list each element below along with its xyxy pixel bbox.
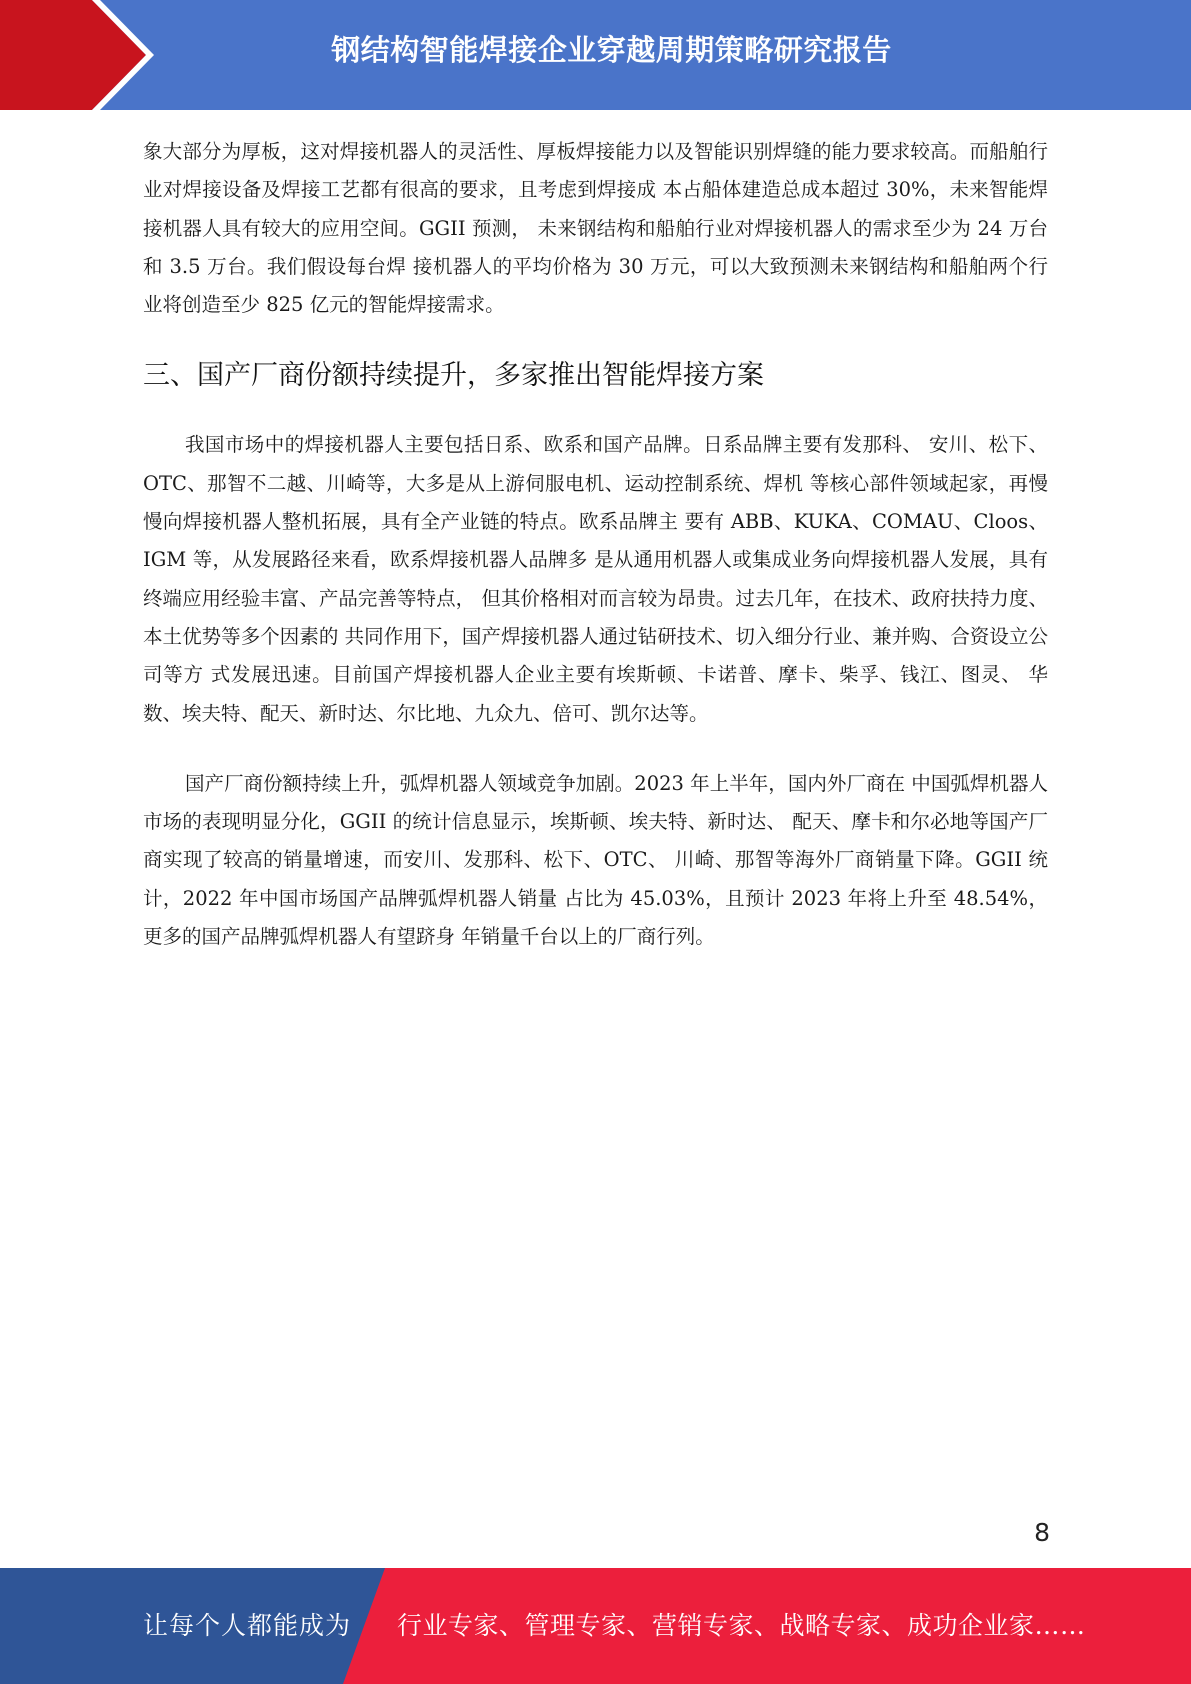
document-body (143, 133, 1048, 956)
paragraph-spacer (143, 733, 1048, 765)
page-footer (0, 1568, 1191, 1684)
footer-slogan-right: 行业专家、管理专家、营销专家、战略专家、成功企业家…… (397, 1611, 1086, 1640)
section-heading: 三、国产厂商份额持续提升，多家推出智能焊接方案 (143, 360, 764, 392)
paragraph-brands: 我国市场中的焊接机器人主要包括日系、欧系和国产品牌。日系品牌主要有发那科、 安川、松下、OTC、那智不二越、川崎等，大多是从上游伺服电机、运动控制系统、焊机 等核心部件领域起家，再慢慢向焊接机器人整机拓展，具有全产业链的特点。欧系品牌主 要有 ABB、KUKA、COMAU、Cloos、IGM 等，从发展路径来看，欧系焊接机器人品牌多 是从通用机器人或集成业务向焊接机器人发展，具有终端应用经验丰富、产品完善等特点， 但其价格相对而言较为昂贵。过去几年，在技术、政府扶持力度、本土优势等多个因素的 共同作用下，国产焊接机器人通过钻研技术、切入细分行业、兼并购、合资设立公司等方 式发展迅速。目前国产焊接机器人企业主要有埃斯顿、卡诺普、摩卡、柴孚、钱江、图灵、 华数、埃夫特、配天、新时达、尔比地、九众九、倍可、凯尔达等。 (143, 433, 1048, 725)
report-title: 钢结构智能焊接企业穿越周期策略研究报告 (331, 33, 892, 67)
page-number: 8 (1034, 1518, 1050, 1547)
intro-paragraph: 象大部分为厚板，这对焊接机器人的灵活性、厚板焊接能力以及智能识别焊缝的能力要求较高。而船舶行业对焊接设备及焊接工艺都有很高的要求，且考虑到焊接成 本占船体建造总成本超过 30%，未来智能焊接机器人具有较大的应用空间。GGII 预测， 未来钢结构和船舶行业对焊接机器人的需求至少为 24 万台和 3.5 万台。我们假设每台焊 接机器人的平均价格为 30 万元，可以大致预测未来钢结构和船舶两个行业将创造至少 825 亿元的智能焊接需求。 (143, 140, 1048, 317)
footer-slogan-left: 让每个人都能成为 (143, 1611, 352, 1640)
page-header (0, 0, 1191, 110)
paragraph-market-share: 国产厂商份额持续上升，弧焊机器人领域竞争加剧。2023 年上半年，国内外厂商在 中国弧焊机器人市场的表现明显分化，GGII 的统计信息显示，埃斯顿、埃夫特、新时达、 配天、摩卡和尔必地等国产厂商实现了较高的销量增速，而安川、发那科、松下、OTC、 川崎、那智等海外厂商销量下降。GGII 统计，2022 年中国市场国产品牌弧焊机器人销量 占比为 45.03%，且预计 2023 年将上升至 48.54%，更多的国产品牌弧焊机器人有望跻身 年销量千台以上的厂商行列。 (143, 771, 1048, 949)
